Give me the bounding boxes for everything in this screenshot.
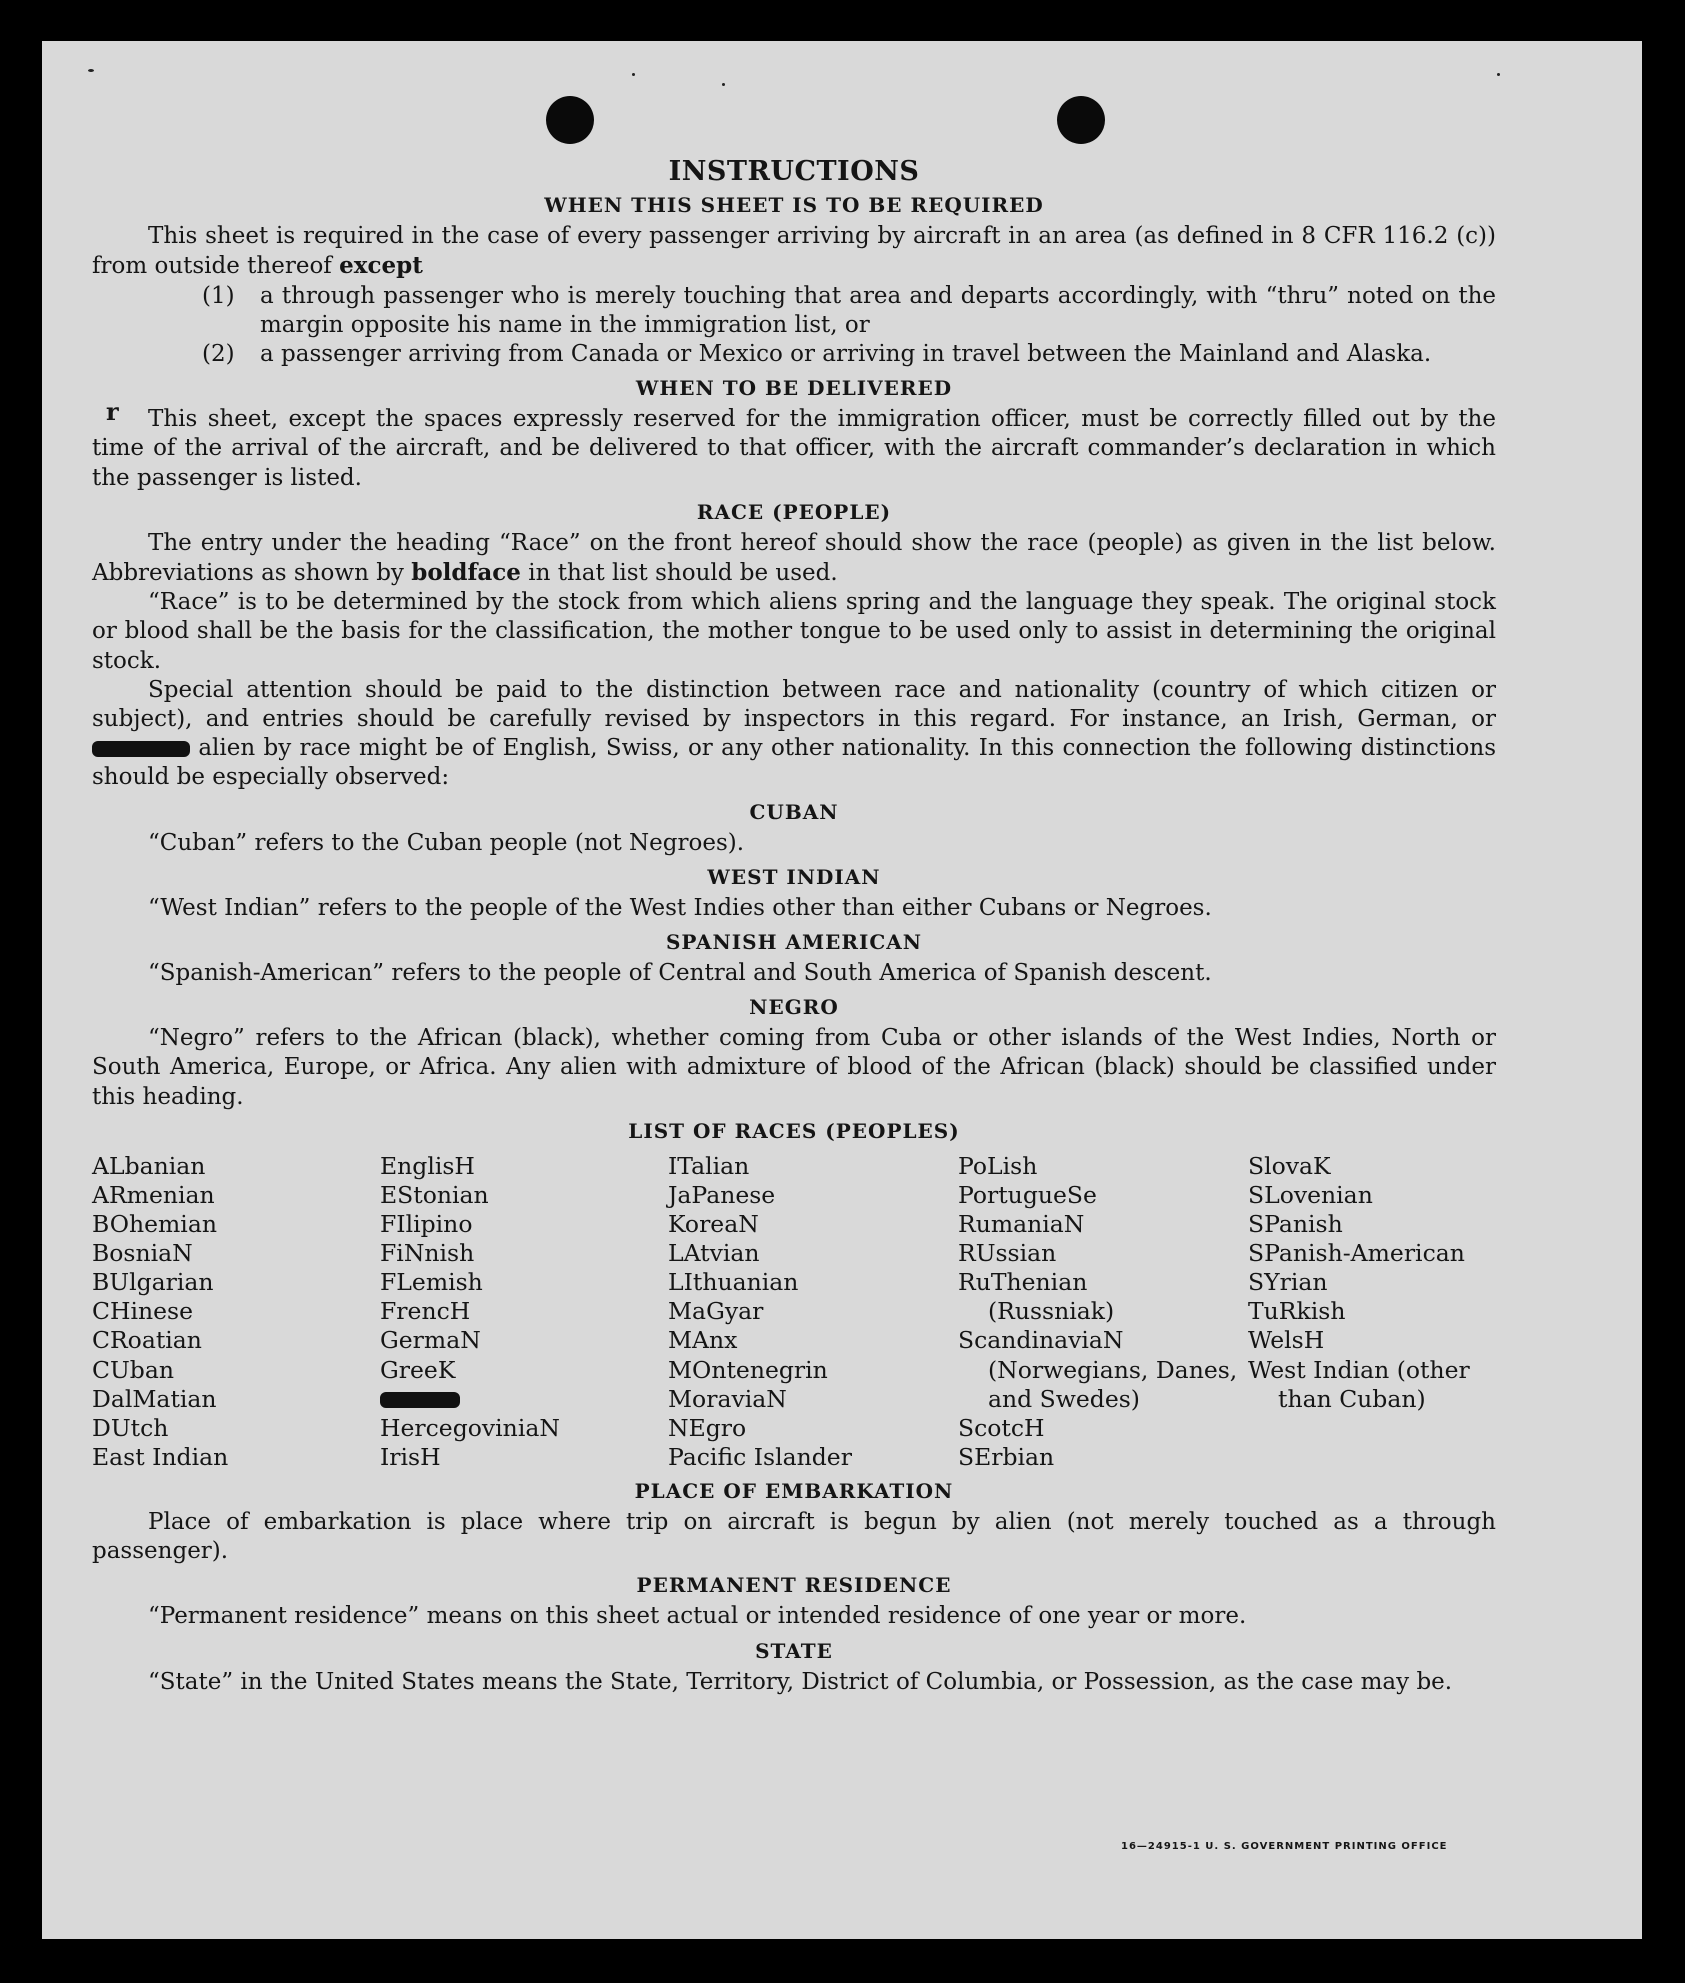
state-text: “State” in the United States means the State, Territory, District of Columbia, or Possession, as the case may be. xyxy=(148,1668,1453,1695)
race-entry: SErbian xyxy=(958,1442,1055,1471)
section-heading-embarkation: PLACE OF EMBARKATION xyxy=(634,1478,954,1503)
list-item: (1) a through passenger who is merely touching that area and departs accordingly, with “thru” noted on the margin opposite his name in the immigration list, or xyxy=(202,282,1496,338)
race-entry: HercegoviniaN xyxy=(380,1413,560,1442)
spanish-american-text: “Spanish-American” refers to the people of Central and South America of Spanish descent. xyxy=(148,960,1212,987)
races-column xyxy=(92,1152,380,1472)
speck xyxy=(722,83,725,86)
section-heading-cuban: CUBAN xyxy=(749,799,839,824)
race-entry: FLemish xyxy=(380,1268,483,1297)
races-column xyxy=(1248,1152,1496,1472)
race-entry: BosniaN xyxy=(92,1239,193,1268)
section-heading-residence: PERMANENT RESIDENCE xyxy=(636,1573,952,1598)
page-title: INSTRUCTIONS xyxy=(668,156,920,187)
race-entry: CHinese xyxy=(92,1297,193,1326)
race-entry: West Indian (other than Cuban) xyxy=(1248,1355,1470,1413)
race-entry: SlovaK xyxy=(1248,1151,1331,1180)
races-column xyxy=(668,1152,958,1472)
race-entry: LIthuanian xyxy=(668,1268,799,1297)
document-sheet xyxy=(42,41,1642,1939)
races-column xyxy=(958,1152,1248,1472)
race-entry: WelsH xyxy=(1248,1326,1325,1355)
race-entry: TuRkish xyxy=(1248,1297,1346,1326)
redaction-mark xyxy=(380,1392,460,1408)
speck xyxy=(632,73,635,76)
speck xyxy=(1497,73,1500,76)
races-list xyxy=(92,1152,1496,1472)
race-entry: IrisH xyxy=(380,1442,441,1471)
race-entry: FiNnish xyxy=(380,1239,475,1268)
section-heading-required: WHEN THIS SHEET IS TO BE REQUIRED xyxy=(544,193,1044,218)
section-heading-race: RACE (PEOPLE) xyxy=(696,499,892,524)
section-heading-races-list: LIST OF RACES (PEOPLES) xyxy=(628,1118,960,1143)
race-entry: RuThenian (Russniak) xyxy=(958,1268,1115,1326)
race-entry: ScandinaviaN (Norwegians, Danes, and Swedes) xyxy=(958,1326,1238,1413)
race-entry: KoreaN xyxy=(668,1210,759,1239)
race-entry: ARmenian xyxy=(92,1180,215,1209)
negro-text: “Negro” refers to the African (black), whether coming from Cuba or other islands of the West Indies, North or South America, Europe, or Africa. Any alien with admixture of blood of the African (black) should be classified under this heading. xyxy=(92,1025,1496,1110)
stray-mark: r xyxy=(106,397,119,426)
race-entry-redacted xyxy=(380,1385,668,1414)
race-entry: RUssian xyxy=(958,1239,1057,1268)
race-entry: ITalian xyxy=(668,1151,750,1180)
race-entry: Pacific Islander xyxy=(668,1442,852,1471)
race-entry: EStonian xyxy=(380,1180,489,1209)
race-entry: MaGyar xyxy=(668,1297,764,1326)
instructions-content xyxy=(92,157,1496,1697)
race-paragraph-2: “Race” is to be determined by the stock from which aliens spring and the language they speak. The original stock or blood shall be the basis for the classification, the mother tongue to be used only to assist in determining the original stock. xyxy=(92,589,1496,674)
race-entry: East Indian xyxy=(92,1442,229,1471)
race-entry: PortugueSe xyxy=(958,1180,1097,1209)
race-paragraph-1: The entry under the heading “Race” on the front hereof should show the race (people) as given in the list below. Abbreviations as shown by boldface in that list should be used. xyxy=(92,529,1496,587)
race-entry: SPanish-American xyxy=(1248,1239,1465,1268)
races-column xyxy=(380,1152,668,1472)
punch-hole xyxy=(1057,96,1105,144)
race-entry: LAtvian xyxy=(668,1239,760,1268)
race-entry: PoLish xyxy=(958,1151,1038,1180)
race-entry: EnglisH xyxy=(380,1151,475,1180)
race-entry: FrencH xyxy=(380,1297,471,1326)
race-entry: JaPanese xyxy=(668,1180,776,1209)
race-entry: RumaniaN xyxy=(958,1210,1085,1239)
section-heading-delivered: WHEN TO BE DELIVERED xyxy=(635,376,953,401)
race-entry: SPanish xyxy=(1248,1210,1343,1239)
cuban-text: “Cuban” refers to the Cuban people (not Negroes). xyxy=(148,829,745,856)
race-entry: BUlgarian xyxy=(92,1268,214,1297)
race-entry: CRoatian xyxy=(92,1326,202,1355)
race-entry: MAnx xyxy=(668,1326,738,1355)
race-entry: GreeK xyxy=(380,1355,456,1384)
race-entry: CUban xyxy=(92,1355,174,1384)
race-entry: ScotcH xyxy=(958,1413,1045,1442)
race-entry: SYrian xyxy=(1248,1268,1328,1297)
section-heading-spanish-american: SPANISH AMERICAN xyxy=(665,930,923,955)
delivered-text: This sheet, except the spaces expressly reserved for the immigration officer, must be correctly filled out by the time of the arrival of the aircraft, and be delivered to that officer, with the aircraft commander’s declaration in which the passenger is listed. xyxy=(92,406,1496,491)
redaction-mark xyxy=(92,741,190,757)
section-heading-negro: NEGRO xyxy=(749,995,839,1020)
race-entry: GermaN xyxy=(380,1326,481,1355)
punch-hole xyxy=(546,96,594,144)
race-entry: FIlipino xyxy=(380,1210,473,1239)
race-paragraph-3: Special attention should be paid to the distinction between race and nationality (country of which citizen or subject), and entries should be carefully revised by inspectors in this regard. For instance, an Irish, German, or alien by race might be of English, Swiss, or any other nationality. In this connection the following distinctions should be especially observed: xyxy=(92,676,1496,791)
embarkation-text: Place of embarkation is place where trip on aircraft is begun by alien (not merely touched as a through passenger). xyxy=(92,1508,1496,1565)
list-item: (2) a passenger arriving from Canada or Mexico or arriving in travel between the Mainland and Alaska. xyxy=(202,341,1432,368)
race-entry: BOhemian xyxy=(92,1210,217,1239)
required-intro: This sheet is required in the case of every passenger arriving by aircraft in an area (as defined in 8 CFR 116.2 (c)) from outside thereof except xyxy=(92,223,1496,280)
race-entry: NEgro xyxy=(668,1413,747,1442)
race-entry: MoraviaN xyxy=(668,1384,787,1413)
residence-text: “Permanent residence” means on this sheet actual or intended residence of one year or more. xyxy=(148,1603,1247,1630)
speck xyxy=(88,69,94,72)
race-entry: ALbanian xyxy=(92,1151,206,1180)
race-entry: SLovenian xyxy=(1248,1180,1373,1209)
section-heading-west-indian: WEST INDIAN xyxy=(707,864,881,889)
printing-office-footer: 16—24915-1 U. S. GOVERNMENT PRINTING OFFICE xyxy=(1121,1841,1448,1852)
section-heading-state: STATE xyxy=(755,1638,833,1663)
race-entry: DalMatian xyxy=(92,1384,217,1413)
race-entry: DUtch xyxy=(92,1413,169,1442)
race-entry: MOntenegrin xyxy=(668,1355,828,1384)
west-indian-text: “West Indian” refers to the people of the West Indies other than either Cubans or Negroes. xyxy=(148,894,1212,921)
